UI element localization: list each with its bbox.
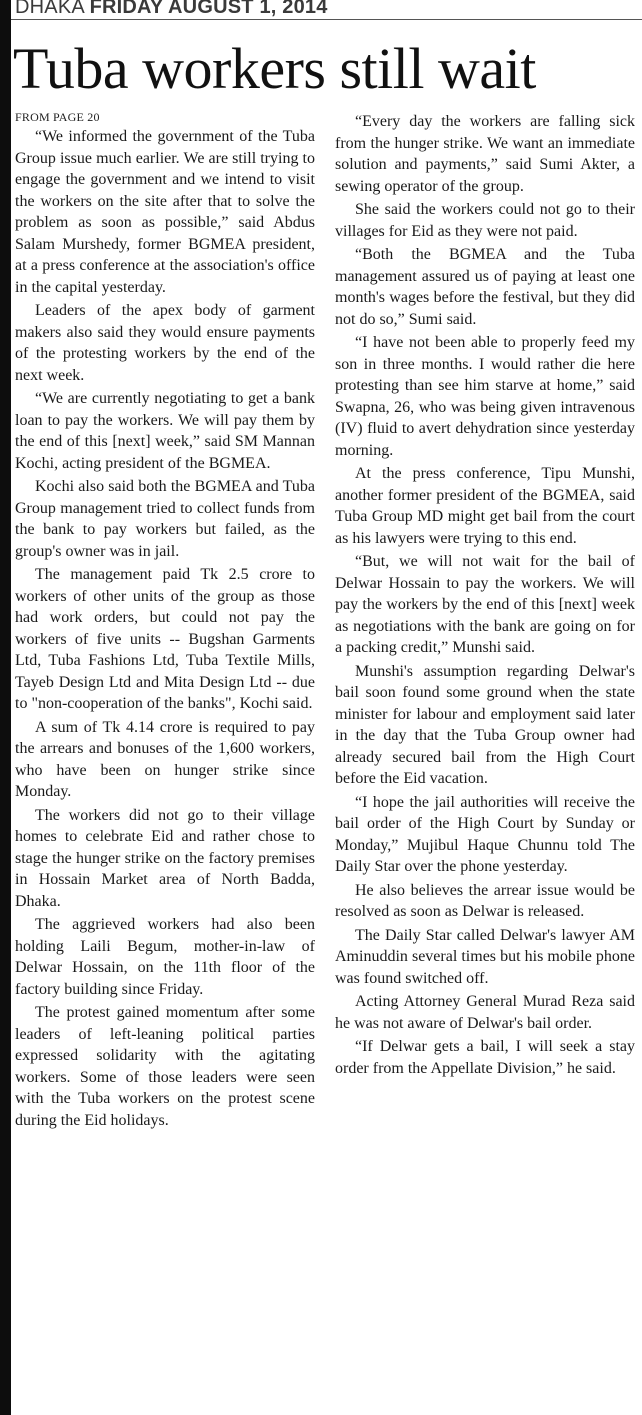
paragraph: Kochi also said both the BGMEA and Tuba Group management tried to collect funds from the bank to pay workers but failed, as the group's owner was in jail. bbox=[15, 478, 315, 560]
paragraph: At the press conference, Tipu Munshi, another former president of the BGMEA, said Tuba Group MD might get bail from the court as his lawyers were trying to this end. bbox=[335, 465, 635, 547]
paragraph: “We informed the government of the Tuba Group issue much earlier. We are still trying to engage the government and we intend to visit the workers on the site after that to solve the problem as soon as possible,” said Abdus Salam Murshedy, former BGMEA president, at a press conference at the association's office in the capital yesterday. bbox=[15, 128, 315, 296]
paragraph: The aggrieved workers had also been holding Laili Begum, mother-in-law of Delwar Hossain, on the 11th floor of the factory building since Friday. bbox=[15, 916, 315, 998]
paragraph: “Every day the workers are falling sick from the hunger strike. We want an immediate solution and payments,” said Sumi Akter, a sewing operator of the group. bbox=[335, 113, 635, 195]
article-column-1 bbox=[15, 126, 315, 1133]
paragraph: He also believes the arrear issue would be resolved as soon as Delwar is released. bbox=[335, 881, 635, 920]
jump-line: FROM PAGE 20 bbox=[15, 110, 100, 124]
paragraph: Leaders of the apex body of garment makers also said they would ensure payments of the protesting workers by the end of the next week. bbox=[15, 302, 315, 384]
dateline-date: FRIDAY AUGUST 1, 2014 bbox=[89, 0, 328, 18]
article-headline: Tuba workers still wait bbox=[13, 36, 536, 101]
header-rule bbox=[11, 19, 642, 20]
paragraph: “I have not been able to properly feed my son in three months. I would rather die here protesting than see him starve at home,” said Swapna, 26, who was being given intravenous (IV) fluid to avert dehydration since yesterday morning. bbox=[335, 334, 635, 459]
paragraph: The management paid Tk 2.5 crore to workers of other units of the group as those had work orders, but could not pay the workers of five units -- Bugshan Garments Ltd, Tuba Fashions Ltd, Tuba Textile Mills, Tayeb Design Ltd and Mita Design Ltd -- due to "non-cooperation of the banks", Kochi said. bbox=[15, 566, 315, 712]
paragraph: The protest gained momentum after some leaders of left-leaning political parties expressed solidarity with the agitating workers. Some of those leaders were seen with the Tuba workers on the protest scene during the Eid holidays. bbox=[15, 1004, 315, 1129]
article-column-2 bbox=[335, 111, 635, 1081]
paragraph: Acting Attorney General Murad Reza said he was not aware of Delwar's bail order. bbox=[335, 993, 635, 1032]
paragraph: “Both the BGMEA and the Tuba management assured us of paying at least one month's wages before the festival, but they did not do so,” Sumi said. bbox=[335, 246, 635, 328]
dateline bbox=[15, 0, 328, 19]
page-edge-strip bbox=[0, 0, 11, 1415]
paragraph: Munshi's assumption regarding Delwar's bail soon found some ground when the state minister for labour and employment said later in the day that the Tuba Group owner had already secured bail from the High Court before the Eid vacation. bbox=[335, 662, 635, 787]
paragraph: The Daily Star called Delwar's lawyer AM Aminuddin several times but his mobile phone was found switched off. bbox=[335, 926, 635, 987]
dateline-city: DHAKA bbox=[15, 0, 84, 18]
paragraph: “If Delwar gets a bail, I will seek a stay order from the Appellate Division,” he said. bbox=[335, 1038, 635, 1077]
paragraph: A sum of Tk 4.14 crore is required to pay the arrears and bonuses of the 1,600 workers, who have been on hunger strike since Monday. bbox=[15, 718, 315, 800]
paragraph: “But, we will not wait for the bail of Delwar Hossain to pay the workers. We will pay the workers by the end of this [next] week as negotiations with the bank are going on for a packing credit,” Munshi said. bbox=[335, 553, 635, 656]
paragraph: She said the workers could not go to their villages for Eid as they were not paid. bbox=[335, 201, 635, 240]
paragraph: “We are currently negotiating to get a bank loan to pay the workers. We will pay them by the end of this [next] week,” said SM Mannan Kochi, acting president of the BGMEA. bbox=[15, 390, 315, 472]
paragraph: “I hope the jail authorities will receive the bail order of the High Court by Sunday or Monday,” Mujibul Haque Chunnu told The Daily Star over the phone yesterday. bbox=[335, 793, 635, 875]
paragraph: The workers did not go to their village homes to celebrate Eid and rather chose to stage the hunger strike on the factory premises in Hossain Market area of North Badda, Dhaka. bbox=[15, 806, 315, 910]
